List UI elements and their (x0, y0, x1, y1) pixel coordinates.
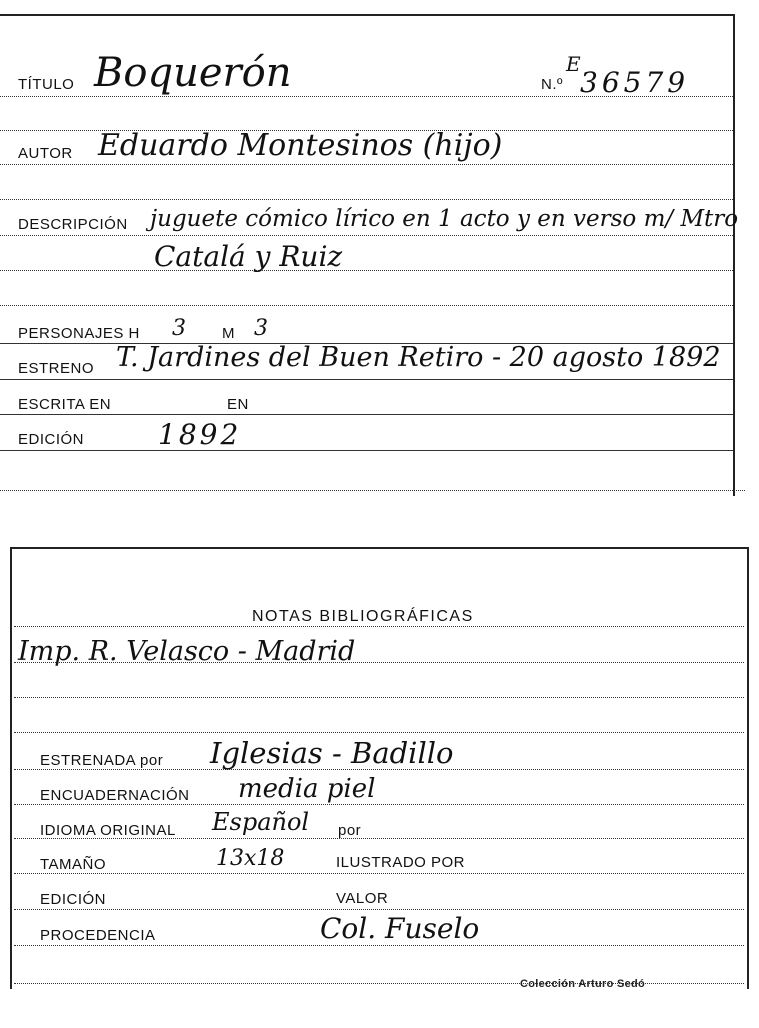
encuadernacion-label: ENCUADERNACIÓN (40, 787, 190, 804)
numero-label: N.º (541, 76, 563, 93)
rule-line (0, 305, 733, 306)
personajes-m-value: 3 (254, 316, 268, 341)
personajes-h-value: 3 (172, 316, 186, 341)
rule-line (0, 414, 733, 415)
titulo-value: Boquerón (94, 50, 292, 96)
collection-stamp: Colección Arturo Sedó (520, 978, 646, 990)
procedencia-label: PROCEDENCIA (40, 927, 156, 944)
edicion-back-label: EDICIÓN (40, 891, 107, 908)
idioma-original-label: IDIOMA ORIGINAL (40, 822, 176, 839)
autor-value: Eduardo Montesinos (hijo) (98, 128, 503, 163)
rule-line (0, 199, 733, 200)
estrenada-por-label: ESTRENADA por (40, 752, 164, 769)
rule-line (0, 164, 733, 165)
rule-line (14, 732, 744, 733)
personajes-label: PERSONAJES H (18, 325, 140, 342)
encuadernacion-value: media piel (238, 774, 376, 804)
rule-line (14, 873, 744, 874)
rule-line (0, 490, 745, 491)
rule-line (14, 909, 744, 910)
rule-line (14, 945, 744, 946)
notas-heading: NOTAS BIBLIOGRÁFICAS (252, 608, 474, 625)
numero-value: 36579 (580, 66, 690, 99)
edicion-value: 1892 (158, 418, 242, 451)
escrita-en-label: ESCRITA EN (18, 396, 112, 413)
edicion-label: EDICIÓN (18, 431, 85, 448)
rule-line (14, 626, 744, 627)
ilustrado-por-label: ILUSTRADO POR (336, 854, 466, 871)
idioma-original-value: Español (212, 808, 310, 836)
estrenada-por-value: Iglesias - Badillo (210, 736, 454, 770)
estreno-value: T. Jardines del Buen Retiro - 20 agosto 1892 (116, 342, 721, 373)
rule-line (14, 697, 744, 698)
autor-label: AUTOR (18, 145, 73, 162)
escrita-en-en-label: EN (227, 396, 249, 413)
procedencia-value: Col. Fuselo (320, 912, 480, 945)
rule-line (0, 379, 733, 380)
numero-prefix: E (566, 52, 581, 76)
rule-line (0, 270, 733, 271)
descripcion-line2: Catalá y Ruiz (154, 240, 343, 273)
idioma-por-label: por (338, 822, 362, 839)
rule-line (0, 235, 733, 236)
descripcion-label: DESCRIPCIÓN (18, 216, 128, 233)
notas-line1: Imp. R. Velasco - Madrid (18, 636, 356, 667)
rule-line (0, 450, 733, 451)
valor-label: VALOR (336, 890, 389, 907)
titulo-label: TÍTULO (18, 76, 75, 93)
tamano-label: TAMAÑO (40, 856, 107, 873)
personajes-m-label: M (222, 325, 235, 342)
tamano-value: 13x18 (216, 846, 285, 871)
rule-line (14, 804, 744, 805)
descripcion-line1: juguete cómico lírico en 1 acto y en verso m/ Mtro (150, 206, 739, 232)
estreno-label: ESTRENO (18, 360, 95, 377)
